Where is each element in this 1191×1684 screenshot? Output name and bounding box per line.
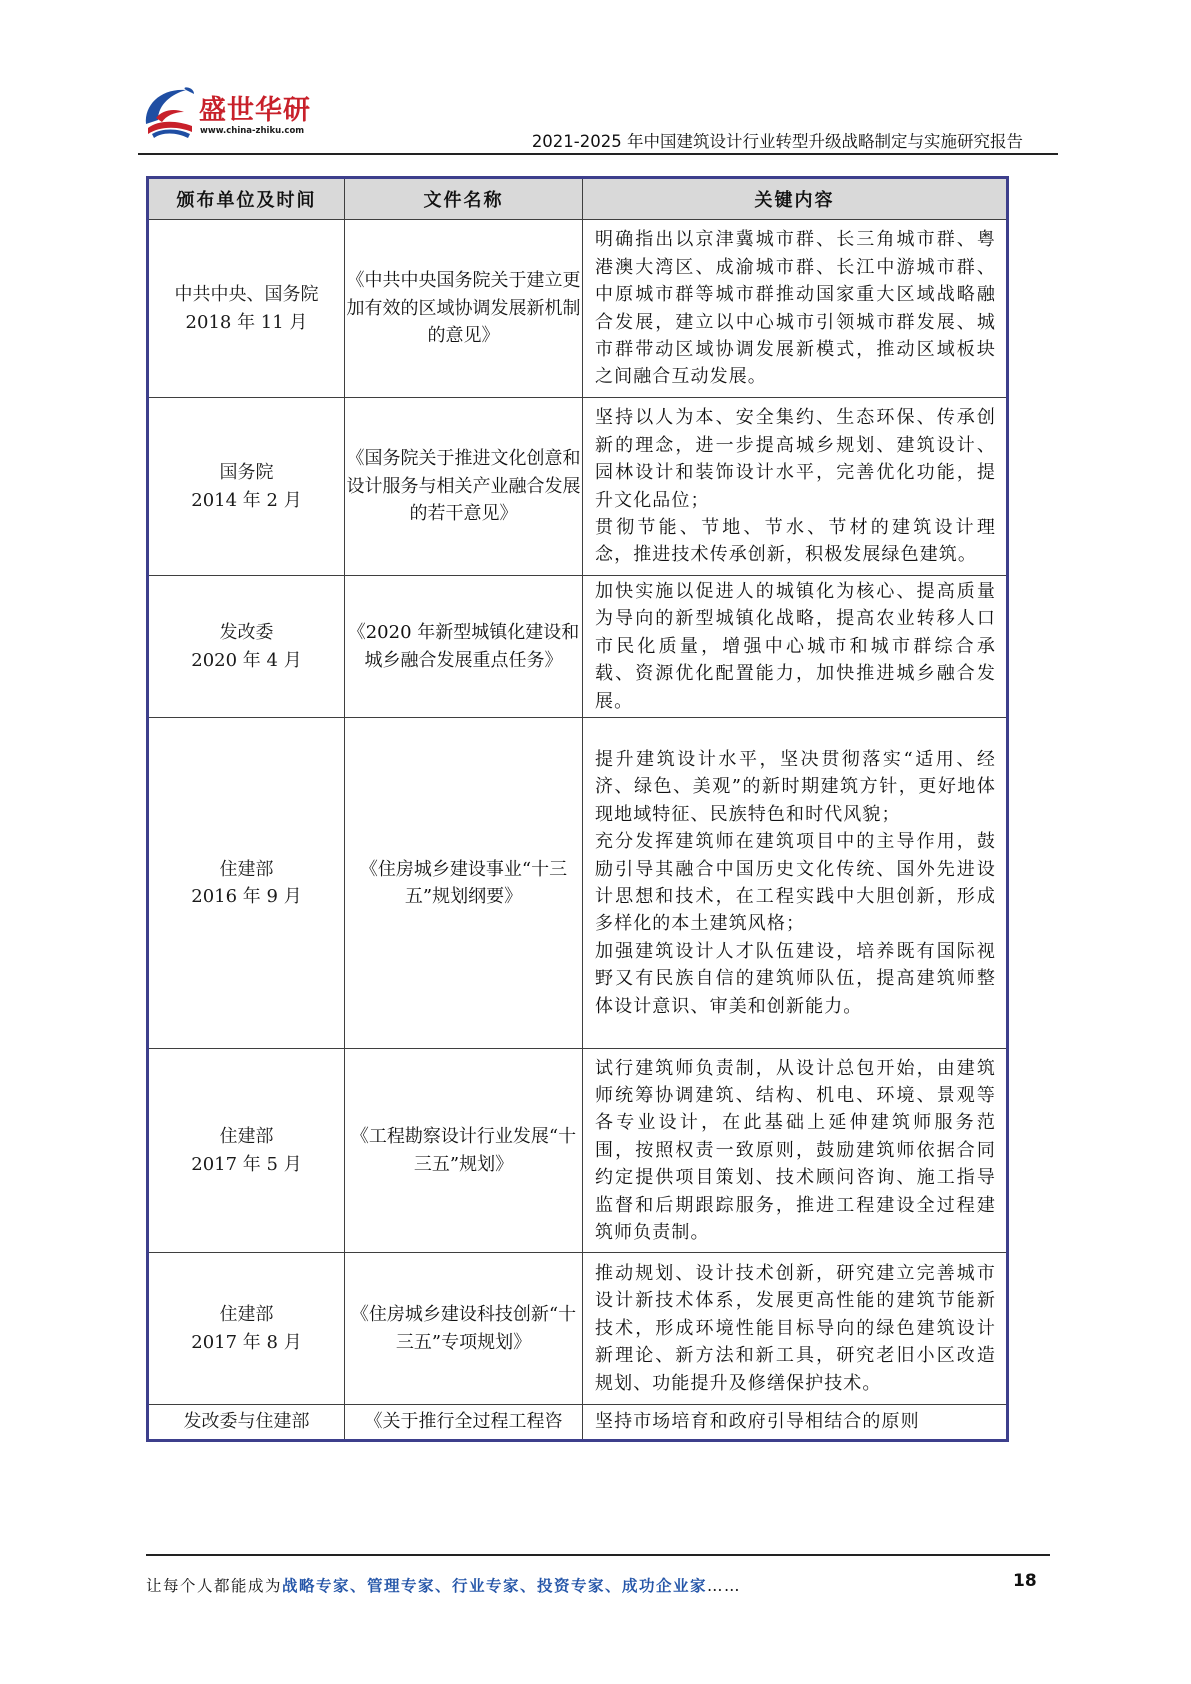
issuer-name: 国务院 [219,462,274,484]
key-content [583,398,1008,576]
table-row [148,398,1008,576]
table-header-row [148,178,1008,220]
key-content [583,220,1008,398]
issuer-cell [148,398,345,576]
content-paragraph: 坚持市场培育和政府引导相结合的原则 [595,1411,920,1433]
table-row [148,576,1008,718]
content-paragraph: 坚持以人为本、安全集约、生态环保、传承创新的理念，进一步提高城乡规划、建筑设计、园林设计和装饰设计水平，完善优化功能，提升文化品位； [595,407,996,511]
issue-date: 2020 年 4 月 [191,649,302,671]
report-title: 2021-2025 年中国建筑设计行业转型升级战略制定与实施研究报告 [531,132,1023,151]
slogan-prefix: 让每个人都能成为 [146,1577,283,1595]
issuer-name: 住建部 [219,1304,274,1326]
key-content [583,718,1008,1049]
document-title: 《关于推行全过程工程咨 [345,1405,583,1441]
key-content [583,576,1008,718]
issuer-cell [148,220,345,398]
content-paragraph: 试行建筑师负责制，从设计总包开始，由建筑师统筹协调建筑、结构、机电、环境、景观等各专业设计，在此基础上延伸建筑师服务范围，按照权责一致原则，鼓励建筑师依据合同约定提供项目策划、技术顾问咨询、施工指导监督和后期跟踪服务，推进工程建设全过程建筑师负责制。 [595,1057,996,1244]
issue-date: 2014 年 2 月 [191,489,302,511]
header-divider [138,153,1058,155]
issue-date: 2016 年 9 月 [191,886,302,908]
content-paragraph: 贯彻节能、节地、节水、节材的建筑设计理念，推进技术传承创新，积极发展绿色建筑。 [595,516,996,566]
company-logo [142,84,312,146]
issue-date: 2018 年 11 月 [185,311,308,333]
logo-url: www.china-zhiku.com [200,126,305,136]
slogan-suffix: …… [707,1577,742,1595]
column-header-issuer: 颁布单位及时间 [148,178,345,220]
column-header-content: 关键内容 [583,178,1008,220]
logo-emblem-icon [142,84,198,142]
document-title: 《国务院关于推进文化创意和设计服务与相关产业融合发展的若干意见》 [345,398,583,576]
content-paragraph: 充分发挥建筑师在建筑项目中的主导作用，鼓励引导其融合中国历史文化传统、国外先进设计思想和技术，在工程实践中大胆创新，形成多样化的本土建筑风格； [595,831,996,935]
content-paragraph: 明确指出以京津冀城市群、长三角城市群、粤港澳大湾区、成渝城市群、长江中游城市群、中原城市群等城市群推动国家重大区域战略融合发展，建立以中心城市引领城市群发展、城市群带动区域协调发展新模式，推动区域板块之间融合互动发展。 [595,229,996,388]
content-paragraph: 提升建筑设计水平，坚决贯彻落实“适用、经济、绿色、美观”的新时期建筑方针，更好地体现地域特征、民族特色和时代风貌； [595,749,996,825]
issuer-cell [148,1253,345,1405]
issuer-name: 发改委与住建部 [183,1411,310,1433]
issuer-name: 住建部 [219,1126,274,1148]
page-number: 18 [1013,1571,1037,1591]
issue-date: 2017 年 5 月 [191,1153,302,1175]
document-title: 《住房城乡建设科技创新“十三五”专项规划》 [345,1253,583,1405]
table-row [148,1253,1008,1405]
footer-divider [146,1554,1050,1556]
table-row [148,220,1008,398]
issuer-name: 发改委 [219,622,274,644]
content-paragraph: 推动规划、设计技术创新，研究建立完善城市设计新技术体系，发展更高性能的建筑节能新技术，形成环境性能目标导向的绿色建筑设计新理论、新方法和新工具，研究老旧小区改造规划、功能提升及修缮保护技术。 [595,1263,996,1394]
key-content [583,1253,1008,1405]
key-content [583,1049,1008,1253]
table-row [148,718,1008,1049]
issuer-cell [148,718,345,1049]
document-title: 《中共中央国务院关于建立更加有效的区域协调发展新机制的意见》 [345,220,583,398]
column-header-document: 文件名称 [345,178,583,220]
content-paragraph: 加快实施以促进人的城镇化为核心、提高质量为导向的新型城镇化战略，提高农业转移人口市民化质量，增强中心城市和城市群综合承载、资源优化配置能力，加快推进城乡融合发展。 [595,581,996,712]
policy-table [146,176,1009,1442]
table-row [148,1405,1008,1441]
key-content [583,1405,1008,1441]
issuer-name: 住建部 [219,858,274,880]
footer-slogan [146,1574,741,1596]
issue-date: 2017 年 8 月 [191,1331,302,1353]
document-title: 《工程勘察设计行业发展“十三五”规划》 [345,1049,583,1253]
logo-text: 盛世华研 [199,95,311,126]
document-title: 《住房城乡建设事业“十三五”规划纲要》 [345,718,583,1049]
slogan-highlight: 战略专家、管理专家、行业专家、投资专家、成功企业家 [282,1576,708,1595]
issuer-name: 中共中央、国务院 [174,284,319,306]
document-title: 《2020 年新型城镇化建设和城乡融合发展重点任务》 [345,576,583,718]
content-paragraph: 加强建筑设计人才队伍建设，培养既有国际视野又有民族自信的建筑师队伍，提高建筑师整体设计意识、审美和创新能力。 [595,940,996,1017]
issuer-cell [148,576,345,718]
issuer-cell [148,1049,345,1253]
issuer-cell [148,1405,345,1441]
table-row [148,1049,1008,1253]
